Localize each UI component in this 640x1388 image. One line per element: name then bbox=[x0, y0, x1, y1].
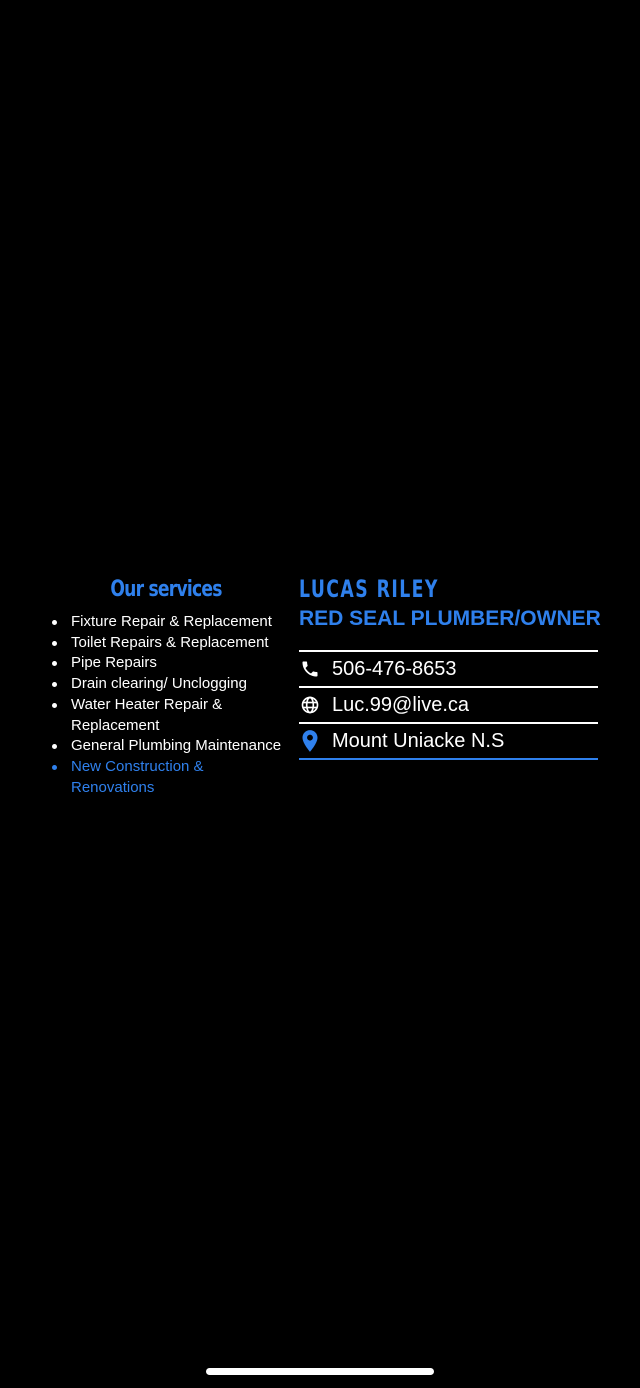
service-item: General Plumbing Maintenance bbox=[48, 736, 284, 757]
business-card bbox=[0, 560, 640, 830]
location-text: Mount Uniacke N.S bbox=[332, 729, 505, 752]
service-item: New Construction & Renovations bbox=[48, 757, 284, 798]
location-row[interactable] bbox=[299, 724, 598, 758]
service-item: Fixture Repair & Replacement bbox=[48, 612, 284, 633]
services-list bbox=[48, 612, 284, 798]
services-section bbox=[48, 572, 284, 798]
contact-section bbox=[299, 572, 619, 760]
phone-number[interactable]: 506-476-8653 bbox=[332, 657, 457, 680]
phone-icon bbox=[299, 658, 321, 680]
globe-icon bbox=[299, 694, 321, 716]
phone-row[interactable] bbox=[299, 652, 598, 686]
service-item: Drain clearing/ Unclogging bbox=[48, 674, 284, 695]
divider bbox=[299, 758, 598, 760]
email-row[interactable] bbox=[299, 688, 598, 722]
services-title: Our services bbox=[110, 577, 222, 602]
owner-name: LUCAS RILEY bbox=[299, 575, 439, 603]
email-address[interactable]: Luc.99@live.ca bbox=[332, 693, 470, 716]
location-pin-icon bbox=[299, 730, 321, 752]
service-item: Pipe Repairs bbox=[48, 653, 284, 674]
service-item: Water Heater Repair & Replacement bbox=[48, 695, 284, 736]
owner-role: RED SEAL PLUMBER/OWNER bbox=[299, 607, 601, 630]
home-indicator[interactable] bbox=[206, 1368, 434, 1375]
service-item: Toilet Repairs & Replacement bbox=[48, 633, 284, 654]
